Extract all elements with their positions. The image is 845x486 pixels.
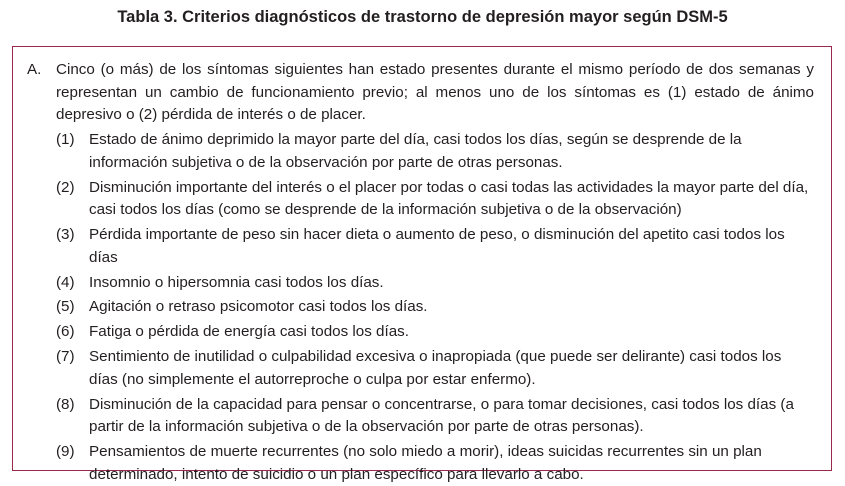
symptom-text: Fatiga o pérdida de energía casi todos los días. <box>89 323 409 341</box>
symptom-item <box>56 321 814 344</box>
symptom-list <box>56 129 833 486</box>
symptom-text: Sentimiento de inutilidad o culpabilidad excesiva o inapropiada (que puede ser delirante) casi todos los días (no simplemente el autorreproche o culpa por estar enfermo). <box>89 348 782 388</box>
symptom-number: (8) <box>56 395 75 413</box>
symptom-text: Estado de ánimo deprimido la mayor parte del día, casi todos los días, según se desprende de la información subjetiva o de la observación por parte de otras personas. <box>89 131 742 171</box>
symptom-item <box>56 272 814 295</box>
symptom-number: (5) <box>56 298 75 316</box>
criterion-a <box>13 59 833 486</box>
symptom-text: Disminución de la capacidad para pensar o concentrarse, o para tomar decisiones, casi todos los días (a partir de la información subjetiva o de la observación por parte de otras personas). <box>89 395 794 436</box>
symptom-text: Agitación o retraso psicomotor casi todos los días. <box>89 298 428 316</box>
symptom-text: Pérdida importante de peso sin hacer dieta o aumento de peso, o disminución del apetito casi todos los días <box>89 226 785 266</box>
symptom-item <box>56 394 814 439</box>
symptom-number: (3) <box>56 226 75 244</box>
symptom-item <box>56 296 814 319</box>
symptom-item <box>56 441 814 486</box>
table-title: Criterios diagnósticos de trastorno de depresión mayor según DSM-5 <box>182 8 728 26</box>
symptom-item <box>56 129 814 174</box>
symptom-item <box>56 346 814 391</box>
symptom-number: (4) <box>56 273 75 291</box>
symptom-text: Insomnio o hipersomnia casi todos los días. <box>89 273 384 291</box>
criterion-text: Cinco (o más) de los síntomas siguientes han estado presentes durante el mismo período de dos semanas y representan un cambio de funcionamiento previo; al menos uno de los síntomas es (1) estado de ánimo depresivo o (2) pérdida de interés o de placer. <box>56 61 814 124</box>
symptom-number: (9) <box>56 443 75 461</box>
symptom-item <box>56 177 814 222</box>
symptom-number: (6) <box>56 323 75 341</box>
table-label: Tabla 3. <box>117 8 178 26</box>
symptom-item <box>56 224 814 269</box>
symptom-text: Pensamientos de muerte recurrentes (no solo miedo a morir), ideas suicidas recurrentes sin un plan determinado, intento de suicidio o un plan específico para llevarlo a cabo. <box>89 443 762 483</box>
symptom-text: Disminución importante del interés o el placer por todas o casi todas las actividades la mayor parte del día, casi todos los días (como se desprende de la información subjetiva o de la observación) <box>89 178 809 219</box>
criteria-box <box>12 46 832 483</box>
symptom-number: (1) <box>56 131 75 149</box>
criterion-letter: A. <box>27 61 42 78</box>
symptom-number: (2) <box>56 178 75 196</box>
table-caption <box>0 7 845 27</box>
symptom-number: (7) <box>56 348 75 366</box>
